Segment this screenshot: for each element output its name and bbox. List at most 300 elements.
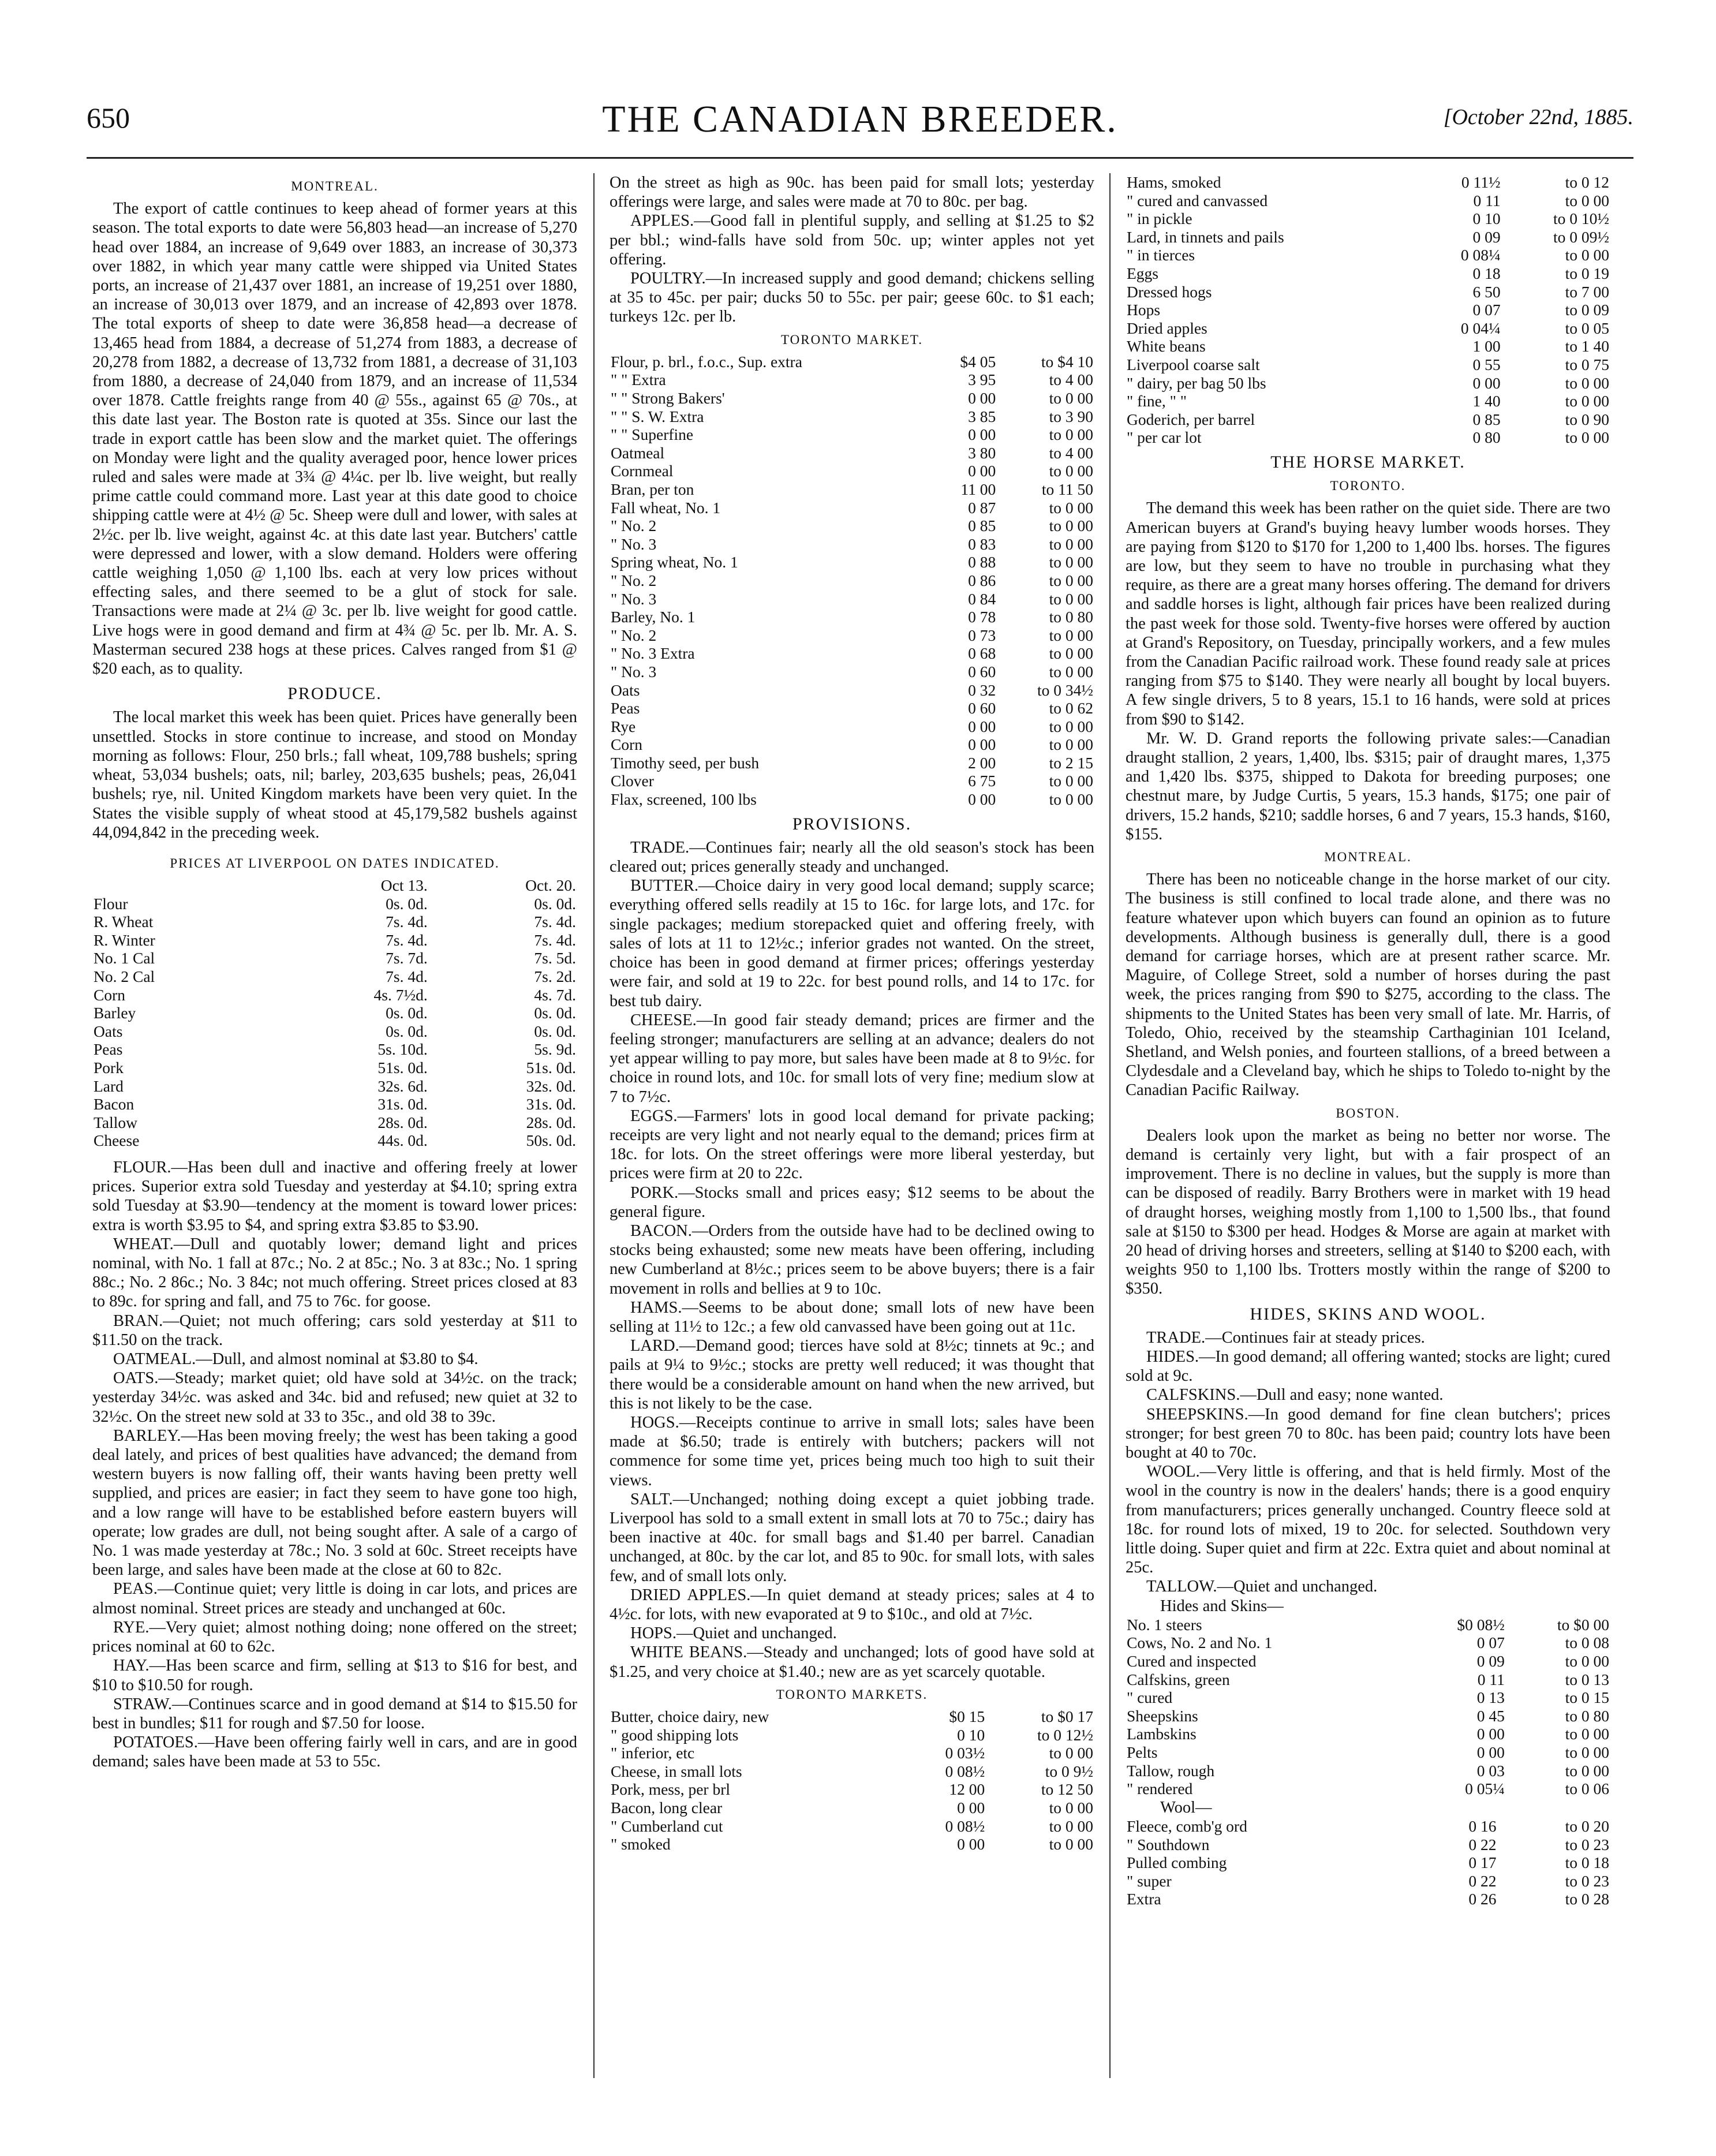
table-row xyxy=(92,1022,577,1041)
row-label: " smoked xyxy=(611,1835,671,1854)
table-row xyxy=(1126,246,1610,264)
row-value: to 0 00 xyxy=(1565,392,1609,410)
row-value: 0 80 xyxy=(1472,428,1501,447)
paragraph: Dealers look upon the market as being no better nor worse. The demand is certainly very light, but with a fair prospect of an improvement. There is no decline in values, but the supply is more than can be disposed of readily. Barry Brothers were in market with 19 head of draught horses, weighing mostly from 1,100 to 1,500 lbs., that found sale at $150 to $300 per head. Hodges & Morse are again at market with 20 head of driving horses and streeters, selling at $140 to $200 each, with weights 950 to 1,100 lbs. Trotters mostly within the range of $200 to $350. xyxy=(1126,1126,1610,1298)
paragraph: LARD.—Demand good; tierces have sold at 8½c; tinnets at 9c.; and pails at 9¼ to 9½c.; stocks are pretty well reduced; it was thought that there would be a considerable amount on hand when the new arrived, but this is not likely to be the case. xyxy=(610,1337,1094,1413)
row-label: " " Extra xyxy=(611,371,666,389)
table-row xyxy=(1126,1671,1610,1689)
row-value: to 0 00 xyxy=(1565,428,1609,447)
row-label: Corn xyxy=(94,985,125,1004)
row-value: 0 08¼ xyxy=(1460,246,1501,264)
table-row xyxy=(610,571,1094,590)
row-label: Extra xyxy=(1127,1890,1161,1908)
row-value: to 0 13 xyxy=(1565,1670,1609,1688)
paragraph: HOPS.—Quiet and unchanged. xyxy=(630,1624,837,1643)
row-label: White beans xyxy=(1127,337,1206,356)
row-value: 0s. 0d. xyxy=(534,1004,576,1022)
table-row xyxy=(92,1004,577,1022)
row-value: 0 00 xyxy=(957,1835,985,1854)
table-header-row: Oct 13. Oct. 20. xyxy=(380,876,576,895)
row-label: Barley xyxy=(94,1004,136,1022)
row-label: " No. 2 xyxy=(611,626,657,644)
page-number: 650 xyxy=(87,102,130,134)
row-value: 0 03 xyxy=(1476,1761,1505,1780)
table-row xyxy=(1126,228,1610,246)
row-value: to 0 75 xyxy=(1565,355,1609,373)
row-label: Cheese, in small lots xyxy=(611,1762,742,1780)
row-value: 51s. 0d. xyxy=(526,1059,576,1077)
table-row xyxy=(1126,173,1610,192)
paragraph: TRADE.—Continues fair; nearly all the old season's stock has been cleared out; prices generally steady and unchanged. xyxy=(610,838,1094,876)
table-heading: TORONTO MARKET. xyxy=(781,332,923,347)
row-label: Hams, smoked xyxy=(1127,173,1221,191)
paragraph: POULTRY.—In increased supply and good demand; chickens selling at 35 to 45c. per pair; ducks 50 to 55c. per pair; geese 60c. to $1 each; turkeys 12c. per lb. xyxy=(610,270,1094,326)
row-value: 6 75 xyxy=(968,772,996,790)
row-label: " No. 2 xyxy=(611,517,657,535)
row-label: Tallow, rough xyxy=(1127,1761,1215,1780)
table-row xyxy=(92,1059,577,1077)
row-value: to 0 15 xyxy=(1565,1688,1609,1707)
table-row xyxy=(92,1095,577,1114)
paragraph: STRAW.—Continues scarce and in good demand at $14 to $15.50 for best in bundles; $11 for rough and $7.50 for loose. xyxy=(92,1695,577,1732)
row-label: Oats xyxy=(611,681,640,699)
row-value: to 12 50 xyxy=(1041,1780,1093,1799)
row-label: Tallow xyxy=(94,1113,137,1131)
table-row xyxy=(610,353,1094,371)
table-row xyxy=(1126,410,1610,429)
paragraph: OATS.—Steady; market quiet; old have sold at 34½c. on the track; yesterday 34½c. was asked and 34c. bid and refused; new quiet at 32 to 32½c. On the street new sold at 33 to 35c., and old 38 to 39c. xyxy=(92,1369,577,1426)
row-value: to 0 9½ xyxy=(1045,1762,1093,1780)
row-value: to 0 00 xyxy=(1049,498,1093,517)
row-value: 28s. 0d. xyxy=(377,1113,428,1131)
row-value: 7s. 4d. xyxy=(534,931,576,949)
row-label: Cows, No. 2 and No. 1 xyxy=(1127,1634,1273,1652)
row-value: 0 45 xyxy=(1476,1706,1505,1725)
table-row xyxy=(1126,1817,1610,1836)
row-value: 32s. 0d. xyxy=(526,1077,576,1095)
row-value: 12 00 xyxy=(949,1780,985,1799)
row-value: to 0 23 xyxy=(1565,1871,1609,1890)
row-value: to 0 00 xyxy=(1049,389,1093,408)
table-row xyxy=(610,444,1094,462)
row-value: 31s. 0d. xyxy=(526,1095,576,1114)
row-value: 0 87 xyxy=(968,498,996,517)
row-value: 0 08½ xyxy=(945,1817,985,1835)
paragraph: SHEEPSKINS.—In good demand for fine clean butchers'; prices stronger; for best green 70 to 80c. has been paid; country lots have been bought at 40 to 70c. xyxy=(1126,1405,1610,1462)
row-value: 0 83 xyxy=(968,535,996,553)
row-value: 0 32 xyxy=(968,681,996,699)
row-value: to 0 00 xyxy=(1049,662,1093,681)
row-value: 0 10 xyxy=(1472,210,1501,228)
table-row xyxy=(1126,264,1610,283)
row-value: 0 07 xyxy=(1472,301,1501,319)
row-value: 0 00 xyxy=(968,735,996,754)
row-label: Butter, choice dairy, new xyxy=(611,1707,769,1726)
row-value: 0 00 xyxy=(968,425,996,444)
row-value: 50s. 0d. xyxy=(526,1131,576,1150)
issue-date: [October 22nd, 1885. xyxy=(1443,105,1633,129)
section-heading: PRODUCE. xyxy=(287,684,382,704)
paragraph: BUTTER.—Choice dairy in very good local demand; supply scarce; everything offered sells readily at 15 to 16c. for large lots, and 17c. for single packages; medium storepacked quiet and offering freely, with sales of lots at 11 to 12½c.; inferior grades not wanted. On the street, choice has been in good demand at firmer prices; offerings yesterday were fair, and sold at 19 to 22c. for best pound rolls, and 14 to 17c. for best tub dairy. xyxy=(610,877,1094,1010)
row-label: Rye xyxy=(611,717,636,735)
row-label: Pelts xyxy=(1127,1743,1158,1762)
row-label: Spring wheat, No. 1 xyxy=(611,553,738,571)
row-value: 0 00 xyxy=(968,462,996,480)
row-value: 0 22 xyxy=(1468,1871,1497,1890)
row-label: " super xyxy=(1127,1871,1172,1890)
row-value: 7s. 4d. xyxy=(386,913,428,931)
table-row xyxy=(610,1744,1094,1762)
row-value: 0 26 xyxy=(1468,1890,1497,1908)
table-heading: PRICES AT LIVERPOOL ON DATES INDICATED. xyxy=(170,855,500,870)
row-value: 0 11 xyxy=(1477,1670,1505,1688)
section-heading: THE HORSE MARKET. xyxy=(1270,452,1465,472)
row-value: to 4 00 xyxy=(1049,371,1093,389)
paragraph: TALLOW.—Quiet and unchanged. xyxy=(1146,1578,1378,1596)
row-value: 0s. 0d. xyxy=(534,894,576,913)
table-row xyxy=(610,389,1094,408)
row-value: to 0 05 xyxy=(1565,319,1609,337)
row-value: to 11 50 xyxy=(1041,480,1093,498)
row-label: Timothy seed, per bush xyxy=(611,753,760,772)
paragraph: EGGS.—Farmers' lots in good local demand for private packing; receipts are very light and not nearly equal to the demand; prices firm at 18c. for lots. On the street offerings were more liberal yesterday, but prices were firm at 20 to 22c. xyxy=(610,1107,1094,1183)
row-value: 0s. 0d. xyxy=(534,1022,576,1040)
row-label: Corn xyxy=(611,735,642,754)
table-row xyxy=(1126,1743,1610,1762)
toronto-markets-table xyxy=(610,1707,1094,1854)
paragraph: FLOUR.—Has been dull and inactive and offering freely at lower prices. Superior extra sold Tuesday and yesterday at $4.10; spring extra sold Tuesday at $3.90—tendency at the moment is toward lower prices: extra is worth $3.95 to $4, and spring extra $3.85 to $3.90. xyxy=(92,1159,577,1234)
row-value: 5s. 10d. xyxy=(377,1040,428,1059)
row-label: No. 1 steers xyxy=(1127,1615,1202,1634)
row-label: " No. 2 xyxy=(611,571,657,589)
row-value: to 0 00 xyxy=(1049,535,1093,553)
table-row xyxy=(610,663,1094,681)
journal-title: THE CANADIAN BREEDER. xyxy=(602,98,1118,140)
row-value: to 4 00 xyxy=(1049,443,1093,462)
table-row xyxy=(610,499,1094,517)
row-label: Oats xyxy=(94,1022,123,1040)
row-value: 0 13 xyxy=(1476,1688,1505,1707)
row-value: 6 50 xyxy=(1472,282,1501,301)
sub-heading: TORONTO. xyxy=(1330,479,1406,494)
table-row xyxy=(610,772,1094,790)
table-row xyxy=(1126,356,1610,374)
row-value: $4 05 xyxy=(960,352,996,371)
row-value: to 0 20 xyxy=(1565,1817,1609,1836)
table-row xyxy=(1126,337,1610,356)
table-row xyxy=(1126,1762,1610,1780)
row-value: to 0 00 xyxy=(1565,246,1609,264)
row-value: to 0 62 xyxy=(1049,699,1093,718)
paragraph: WOOL.—Very little is offering, and that is held firmly. Most of the wool in the country is now in the dealers' hands; there is a good enquiry from manufacturers; prices generally unchanged. Country fleece sold at 18c. for round lots of mixed, 19 to 20c. for selected. Southdown very little doing. Super quiet and firm at 22c. Extra quiet and about nominal at 25c. xyxy=(1126,1463,1610,1577)
row-label: Clover xyxy=(611,772,654,790)
table-row xyxy=(610,608,1094,626)
row-label: Hops xyxy=(1127,301,1161,319)
paragraph: TRADE.—Continues fair at steady prices. xyxy=(1146,1328,1425,1347)
row-label: Liverpool coarse salt xyxy=(1127,355,1260,373)
row-value: to 0 34½ xyxy=(1037,681,1093,699)
row-label: Pork xyxy=(94,1059,124,1077)
row-value: 0 11 xyxy=(1473,191,1501,210)
row-value: 0 00 xyxy=(968,790,996,809)
table-row xyxy=(92,1114,577,1132)
row-label: Dried apples xyxy=(1127,319,1207,337)
row-value: to $0 00 xyxy=(1557,1615,1609,1634)
row-label: Cured and inspected xyxy=(1127,1652,1257,1671)
paragraph: OATMEAL.—Dull, and almost nominal at $3.80 to $4. xyxy=(113,1350,478,1369)
table-row xyxy=(610,644,1094,663)
row-value: 0 00 xyxy=(968,389,996,408)
row-value: 0 22 xyxy=(1468,1835,1497,1854)
row-value: 0 60 xyxy=(968,699,996,718)
row-value: to 0 00 xyxy=(1049,571,1093,589)
row-value: to 0 00 xyxy=(1565,191,1609,210)
table-row xyxy=(610,535,1094,554)
row-value: 7s. 7d. xyxy=(386,949,428,967)
row-value: to 0 10½ xyxy=(1553,210,1609,228)
row-value: 7s. 4d. xyxy=(386,967,428,986)
row-value: 0 00 xyxy=(1476,1743,1505,1762)
row-label: Fleece, comb'g ord xyxy=(1127,1817,1247,1836)
section-heading: MONTREAL. xyxy=(291,179,379,193)
row-value: $0 08½ xyxy=(1457,1615,1505,1634)
row-label: " " Strong Bakers' xyxy=(611,389,725,408)
table-row xyxy=(610,517,1094,535)
table-row xyxy=(610,699,1094,718)
row-value: 0s. 0d. xyxy=(386,1022,428,1040)
row-label: Calfskins, green xyxy=(1127,1670,1230,1688)
row-label: " Southdown xyxy=(1127,1835,1210,1854)
row-value: to 0 00 xyxy=(1565,1652,1609,1671)
row-value: to $0 17 xyxy=(1041,1707,1093,1726)
row-label: Fall wheat, No. 1 xyxy=(611,498,721,517)
table-row xyxy=(610,371,1094,389)
paragraph: CHEESE.—In good fair steady demand; prices are firmer and the feeling stronger; manufacturers are selling at an advance; dealers do not yet appear willing to pay more, but sales have been made at 8 to 9½c. for choice in round lots, and 10c. for small lots of very fine; medium slow at 7 to 7½c. xyxy=(610,1011,1094,1106)
row-value: 5s. 9d. xyxy=(534,1040,576,1059)
paragraph: WHITE BEANS.—Steady and unchanged; lots of good have sold at $1.25, and very choice at $1.40.; new are as yet scarcely quotable. xyxy=(610,1643,1094,1681)
row-label: " No. 3 xyxy=(611,662,657,681)
row-label: Lard, in tinnets and pails xyxy=(1127,227,1284,246)
section-heading: PROVISIONS. xyxy=(792,814,912,834)
table-row xyxy=(610,462,1094,480)
paragraph: HIDES.—In good demand; all offering wanted; stocks are light; cured sold at 9c. xyxy=(1126,1348,1610,1385)
sub-heading: MONTREAL. xyxy=(1324,849,1412,864)
row-value: 1 00 xyxy=(1472,337,1501,356)
row-value: 0 88 xyxy=(968,553,996,571)
row-value: to 0 28 xyxy=(1565,1890,1609,1908)
table-row xyxy=(610,1799,1094,1817)
table-row xyxy=(1126,392,1610,410)
row-value: 0 86 xyxy=(968,571,996,589)
row-value: 2 00 xyxy=(968,753,996,772)
table-row xyxy=(610,1780,1094,1799)
row-label: " " Superfine xyxy=(611,425,694,444)
table-row xyxy=(1126,210,1610,228)
table-row xyxy=(92,949,577,967)
toronto-market-table xyxy=(610,353,1094,809)
table-row xyxy=(1126,1780,1610,1798)
paragraph: HAMS.—Seems to be about done; small lots of new have been selling at 11½ to 12c.; a few old canvassed have been going out at 11c. xyxy=(610,1298,1094,1336)
paragraph: CALFSKINS.—Dull and easy; none wanted. xyxy=(1146,1386,1444,1404)
row-label: Lard xyxy=(94,1077,124,1095)
paragraph: BRAN.—Quiet; not much offering; cars sold yesterday at $11 to $11.50 on the track. xyxy=(92,1311,577,1349)
column-divider xyxy=(1109,173,1111,2078)
row-value: 0 08½ xyxy=(945,1762,985,1780)
row-value: 0 00 xyxy=(1472,373,1501,392)
row-value: 7s. 4d. xyxy=(386,931,428,949)
table-row xyxy=(1126,1652,1610,1671)
row-value: 0 07 xyxy=(1476,1634,1505,1652)
table-row xyxy=(1126,1836,1610,1854)
table-row xyxy=(1126,1634,1610,1652)
paragraph: Mr. W. D. Grand reports the following private sales:—Canadian draught stallion, 2 years, 1,400, lbs. $315; pair of draught mares, 1,375 and 1,420 lbs. $375, shipped to Dakota for breeding purposes; one chestnut mare, by Judge Curtis, 5 years, 15.3 hands, $175; one pair of drivers, 15.2 hands, $210; saddle horses, 6 and 7 years, 15.3 hands, $160, $155. xyxy=(1126,729,1610,843)
row-label: " No. 3 Extra xyxy=(611,644,695,663)
row-value: to 0 00 xyxy=(1049,1817,1093,1835)
table-row xyxy=(1126,283,1610,301)
row-label: R. Wheat xyxy=(94,913,154,931)
row-label: Goderich, per barrel xyxy=(1127,410,1255,428)
table-row xyxy=(92,895,577,913)
table-row xyxy=(1126,428,1610,447)
row-value: to 0 12 xyxy=(1565,173,1609,191)
row-value: to 0 08 xyxy=(1565,1634,1609,1652)
row-value: 4s. 7½d. xyxy=(373,985,428,1004)
row-value: to 0 00 xyxy=(1049,790,1093,809)
row-value: to $4 10 xyxy=(1041,352,1093,371)
paragraph: The demand this week has been rather on the quiet side. There are two American buyers at Grand's buying heavy lumber woods horses. They are paying from $120 to $170 for 1,200 to 1,400 lbs. horses. The figures are low, but they seem to have no trouble in purchasing what they require, as there are a great many horses offering. The demand for drivers and saddle horses is light, although fair prices have been realized during the past week for those sold. Twenty-five horses were offered by auction at Grand's Repository, on Tuesday, principally workers, and a few mules from the Canadian Pacific railroad work. These found ready sale at prices ranging from $75 to $140. They were nearly all bought by local buyers. A few single drivers, 5 to 8 years, 15.1 to 16 hands, were sold at prices from $90 to $142. xyxy=(1126,499,1610,728)
table-row xyxy=(610,754,1094,772)
paragraph: APPLES.—Good fall in plentiful supply, and selling at $1.25 to $2 per bbl.; wind-falls have sold from 50c. up; winter apples not yet offering. xyxy=(610,212,1094,268)
paragraph: There has been no noticeable change in the horse market of our city. The business is still confined to local trade alone, and there was no feature whatever upon which buyers can found an opinion as to future developments. Although business is generally dull, there is a good demand for carriage horses, which are at present rather scarce. Mr. Maguire, of College Street, sold a number of horses during the past week, the prices ranging from $90 to $275, according to the class. The shipments to the United States has been very small of late. Mr. Harris, of Toledo, Ohio, received by the steamship Carthaginian 101 Iceland, Shetland, and Welsh ponies, and fourteen stallions, of a breed between a Clydesdale and a Cleveland bay, which he ships to Toledo to-night by the Canadian Pacific Railway. xyxy=(1126,870,1610,1100)
table-row xyxy=(610,1762,1094,1781)
row-value: to 0 06 xyxy=(1565,1780,1609,1798)
paragraph: SALT.—Unchanged; nothing doing except a quiet jobbing trade. Liverpool has sold to a small extent in small lots at 70 to 75c.; dairy has been inactive at 40c. for small bags and $1.40 per barrel. Canadian unchanged, at 80c. by the car lot, and 85 to 90c. for small lots, with sales few, and of small lots only. xyxy=(610,1490,1094,1585)
header-rule xyxy=(87,157,1633,159)
row-label: Barley, No. 1 xyxy=(611,608,696,626)
row-value: to 0 00 xyxy=(1049,1744,1093,1762)
paragraph: BACON.—Orders from the outside have had to be declined owing to stocks being exhausted; some new meats have been offering, including new Cumberland at 8½c.; prices seem to be above buyers; there is a fair movement in rolls and bellies at 9 to 10c. xyxy=(610,1221,1094,1298)
row-value: 0 68 xyxy=(968,644,996,663)
row-value: 0 09 xyxy=(1476,1652,1505,1671)
row-label: Pulled combing xyxy=(1127,1854,1227,1872)
row-value: to 0 00 xyxy=(1049,1835,1093,1854)
row-value: 28s. 0d. xyxy=(526,1113,576,1131)
column-divider xyxy=(593,173,595,2078)
paragraph: On the street as high as 90c. has been paid for small lots; yesterday offerings were large, and sales were made at 70 to 80c. per bag. xyxy=(610,174,1094,211)
row-value: 0 73 xyxy=(968,626,996,644)
row-value: $0 15 xyxy=(949,1707,985,1726)
provisions-prices-table xyxy=(1126,173,1610,447)
row-value: 32s. 6d. xyxy=(377,1077,428,1095)
row-value: 0 85 xyxy=(1472,410,1501,428)
row-value: 7s. 5d. xyxy=(534,949,576,967)
row-value: 0 00 xyxy=(968,717,996,735)
sub-heading: Hides and Skins— xyxy=(1160,1597,1284,1615)
table-row xyxy=(610,1817,1094,1836)
table-row xyxy=(610,718,1094,736)
row-label: Dressed hogs xyxy=(1127,282,1212,301)
row-label: " in pickle xyxy=(1127,210,1192,228)
row-value: 0 05¼ xyxy=(1465,1780,1505,1798)
row-value: to 0 00 xyxy=(1049,553,1093,571)
row-value: to 7 00 xyxy=(1565,282,1609,301)
row-label: Peas xyxy=(94,1040,123,1059)
row-value: 0 84 xyxy=(968,589,996,608)
table-row xyxy=(610,1835,1094,1854)
table-row xyxy=(1126,1707,1610,1725)
row-value: to 0 19 xyxy=(1565,264,1609,282)
page-header xyxy=(87,98,1633,147)
row-value: 1 40 xyxy=(1472,392,1501,410)
table-row xyxy=(610,735,1094,754)
table-row xyxy=(1126,1854,1610,1872)
row-label: " cured and canvassed xyxy=(1127,191,1268,210)
paragraph: BARLEY.—Has been moving freely; the west has been taking a good deal lately, and prices of best qualities have advanced; the demand from western buyers is now falling off, their wants having been pretty well supplied, and prices are easier; in fact they seem to have gone too high, and a low range will have to be established before eastern buyers will operate; low grades are dull, not being sought after. A sale of a cargo of No. 1 was made yesterday at 78c.; No. 3 sold at 60c. Street receipts have been large, and sales have been made at the close at 60 to 82c. xyxy=(92,1426,577,1579)
row-value: to 0 00 xyxy=(1049,717,1093,735)
paragraph: The export of cattle continues to keep ahead of former years at this season. The total exports to date were 56,803 head—an increase of 5,270 head over 1884, an increase of 9,649 over 1883, an increase of 30,373 over 1882, in which year many cattle were shipped via United States ports, an increase of 21,437 over 1881, an increase of 19,251 over 1880, an increase of 30,013 over 1879, and an increase of 42,893 over 1878. The total exports of sheep to date were 36,858 head—a decrease of 13,465 head from 1884, a decrease of 51,274 from 1883, a decrease of 20,278 from 1882, a decrease of 13,732 from 1881, a decrease of 31,103 from 1880, a decrease of 24,040 from 1879, and an increase of 11,534 over 1878. Cattle freights range from 40 @ 55s., against 65 @ 70s., at this date last year. The Boston rate is quoted at 35s. Since our last the trade in export cattle has been slow and the market quiet. The offerings on Monday were light and the quality averaged poor, hence lower prices ruled and sales were made at 3¾ @ 4¼c. per lb. live weight, but really prime cattle could command more. Last year at this date good to choice shipping cattle were at 4½ @ 5c. Sheep were dull and lower, with sales at 2½c. per lb. live weight, against 4c. at this date last year. Butchers' cattle were depressed and lower, with a slow demand. Holders were offering cattle weighing 1,050 @ 1,100 lbs. each at very low prices without effecting sales, and there seemed to be a glut of stock for sale. Transactions were made at 2¼ @ 3c. per lb. live weight for good cattle. Live hogs were in good demand and firm at 4¾ @ 5c. per lb. Mr. A. S. Masterman secured 238 hogs at these prices. Calves ranged from $1 @ $20 each, as to quality. xyxy=(92,200,577,678)
row-value: 3 80 xyxy=(968,443,996,462)
row-value: to 0 00 xyxy=(1049,425,1093,444)
row-label: Cornmeal xyxy=(611,462,674,480)
table-row xyxy=(92,1131,577,1150)
row-value: to 0 00 xyxy=(1049,626,1093,644)
table-row xyxy=(1126,319,1610,338)
table-row xyxy=(92,967,577,986)
table-row xyxy=(610,425,1094,444)
row-label: " rendered xyxy=(1127,1780,1193,1798)
row-value: 0 16 xyxy=(1468,1817,1497,1836)
row-value: 51s. 0d. xyxy=(377,1059,428,1077)
row-value: to 0 00 xyxy=(1049,517,1093,535)
row-value: to 3 90 xyxy=(1049,407,1093,425)
row-value: 0 60 xyxy=(968,662,996,681)
paragraph: HOGS.—Receipts continue to arrive in small lots; sales have been made at $6.50; trade is entirely with butchers; packers will not commence for some time yet, prices being much too high to suit their views. xyxy=(610,1413,1094,1489)
row-label: " No. 3 xyxy=(611,589,657,608)
row-value: 0 03½ xyxy=(945,1744,985,1762)
table-row xyxy=(1126,301,1610,319)
row-value: 7s. 2d. xyxy=(534,967,576,986)
row-value: to 0 80 xyxy=(1565,1706,1609,1725)
row-label: Flax, screened, 100 lbs xyxy=(611,790,757,809)
table-row xyxy=(610,626,1094,645)
row-label: " fine, " " xyxy=(1127,392,1187,410)
row-value: to 0 00 xyxy=(1565,373,1609,392)
row-value: 31s. 0d. xyxy=(377,1095,428,1114)
row-value: to 0 00 xyxy=(1049,589,1093,608)
table-row xyxy=(610,590,1094,608)
row-value: 0 09 xyxy=(1472,227,1501,246)
row-value: 0s. 0d. xyxy=(386,894,428,913)
table-row xyxy=(610,681,1094,700)
column-3 xyxy=(1126,173,1610,1908)
row-value: to 0 12½ xyxy=(1037,1725,1093,1744)
row-value: 11 00 xyxy=(960,480,996,498)
hides-table xyxy=(1126,1616,1610,1798)
row-value: 0 18 xyxy=(1472,264,1501,282)
row-value: to 0 00 xyxy=(1049,1798,1093,1817)
row-label: Flour, p. brl., f.o.c., Sup. extra xyxy=(611,352,802,371)
row-label: R. Winter xyxy=(94,931,155,949)
sub-heading: Wool— xyxy=(1160,1798,1212,1817)
paragraph: DRIED APPLES.—In quiet demand at steady prices; sales at 4 to 4½c. for lots, with new evaporated at 9 to $10c., and old at 7½c. xyxy=(610,1586,1094,1623)
row-value: to 0 00 xyxy=(1565,1761,1609,1780)
row-value: 0s. 0d. xyxy=(386,1004,428,1022)
section-heading: HIDES, SKINS AND WOOL. xyxy=(1250,1304,1486,1324)
table-heading: TORONTO MARKETS. xyxy=(776,1687,928,1702)
row-value: 3 95 xyxy=(968,371,996,389)
table-row xyxy=(92,931,577,950)
row-value: 0 00 xyxy=(1476,1725,1505,1743)
